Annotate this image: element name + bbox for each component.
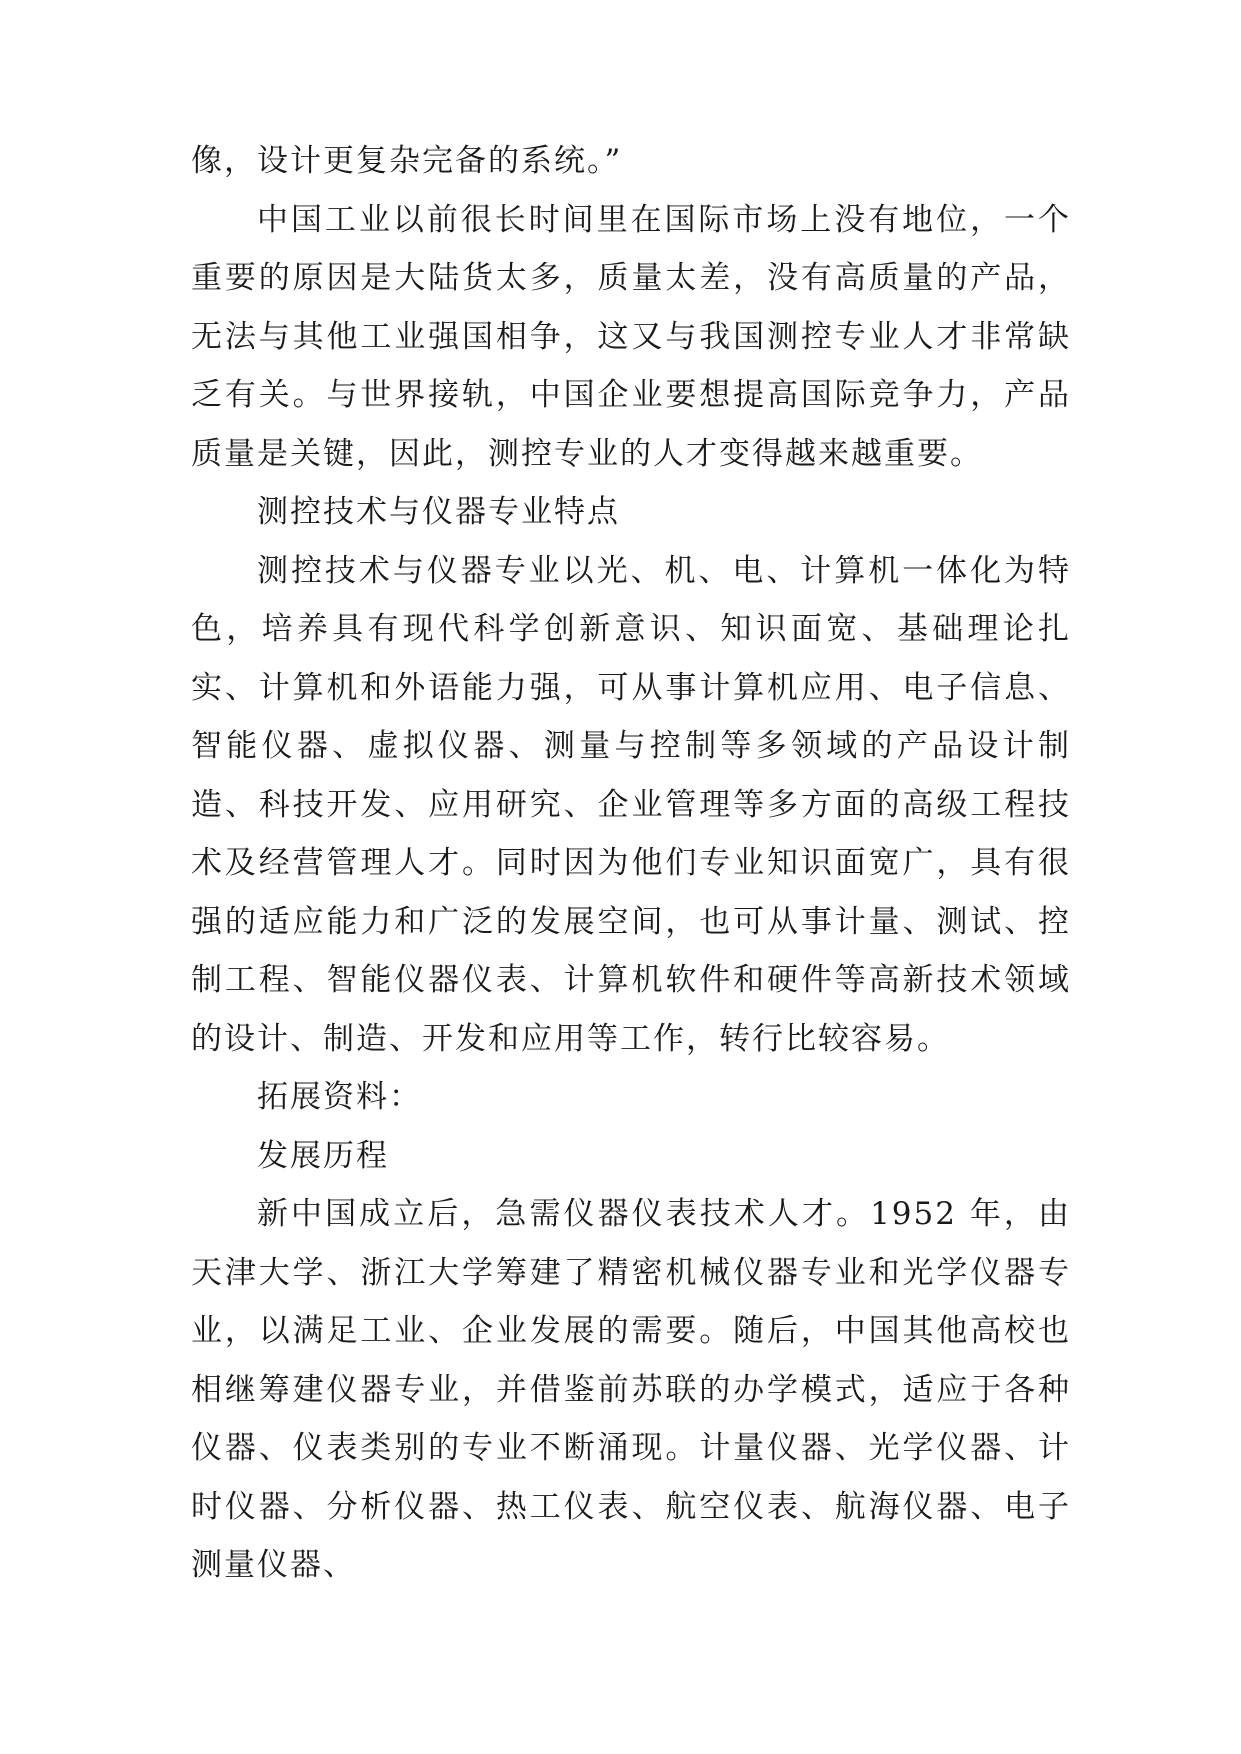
paragraph-history: 新中国成立后，急需仪器仪表技术人才。1952 年，由天津大学、浙江大学筹建了精密机械仪器专业和光学仪器专业，以满足工业、企业发展的需要。随后，中国其他高校也相继筹建仪器专业，并借鉴前苏联的办学模式，适应于各种仪器、仪表类别的专业不断涌现。计量仪器、光学仪器、计时仪器、分析仪器、热工仪表、航空仪表、航海仪器、电子测量仪器、 [191, 1196, 1071, 1583]
section-heading-history: 发展历程 [257, 1137, 389, 1174]
section-heading-extended: 拓展资料： [257, 1079, 422, 1115]
document-body [191, 132, 1071, 1595]
paragraph-continuation: 像，设计更复杂完备的系统。” [191, 143, 623, 179]
paragraph-features: 测控技术与仪器专业以光、机、电、计算机一体化为特色，培养具有现代科学创新意识、知识面宽、基础理论扎实、计算机和外语能力强，可从事计算机应用、电子信息、智能仪器、虚拟仪器、测量与控制等多领域的产品设计制造、科技开发、应用研究、企业管理等多方面的高级工程技术及经营管理人才。同时因为他们专业知识面宽广，具有很强的适应能力和广泛的发展空间，也可从事计量、测试、控制工程、智能仪器仪表、计算机软件和硬件等高新技术领域的设计、制造、开发和应用等工作，转行比较容易。 [191, 552, 1071, 1057]
paragraph-industry: 中国工业以前很长时间里在国际市场上没有地位，一个重要的原因是大陆货太多，质量太差，没有高质量的产品，无法与其他工业强国相争，这又与我国测控专业人才非常缺乏有关。与世界接轨，中国企业要想提高国际竞争力，产品质量是关键，因此，测控专业的人才变得越来越重要。 [191, 201, 1071, 472]
section-heading-features: 测控技术与仪器专业特点 [257, 494, 620, 530]
